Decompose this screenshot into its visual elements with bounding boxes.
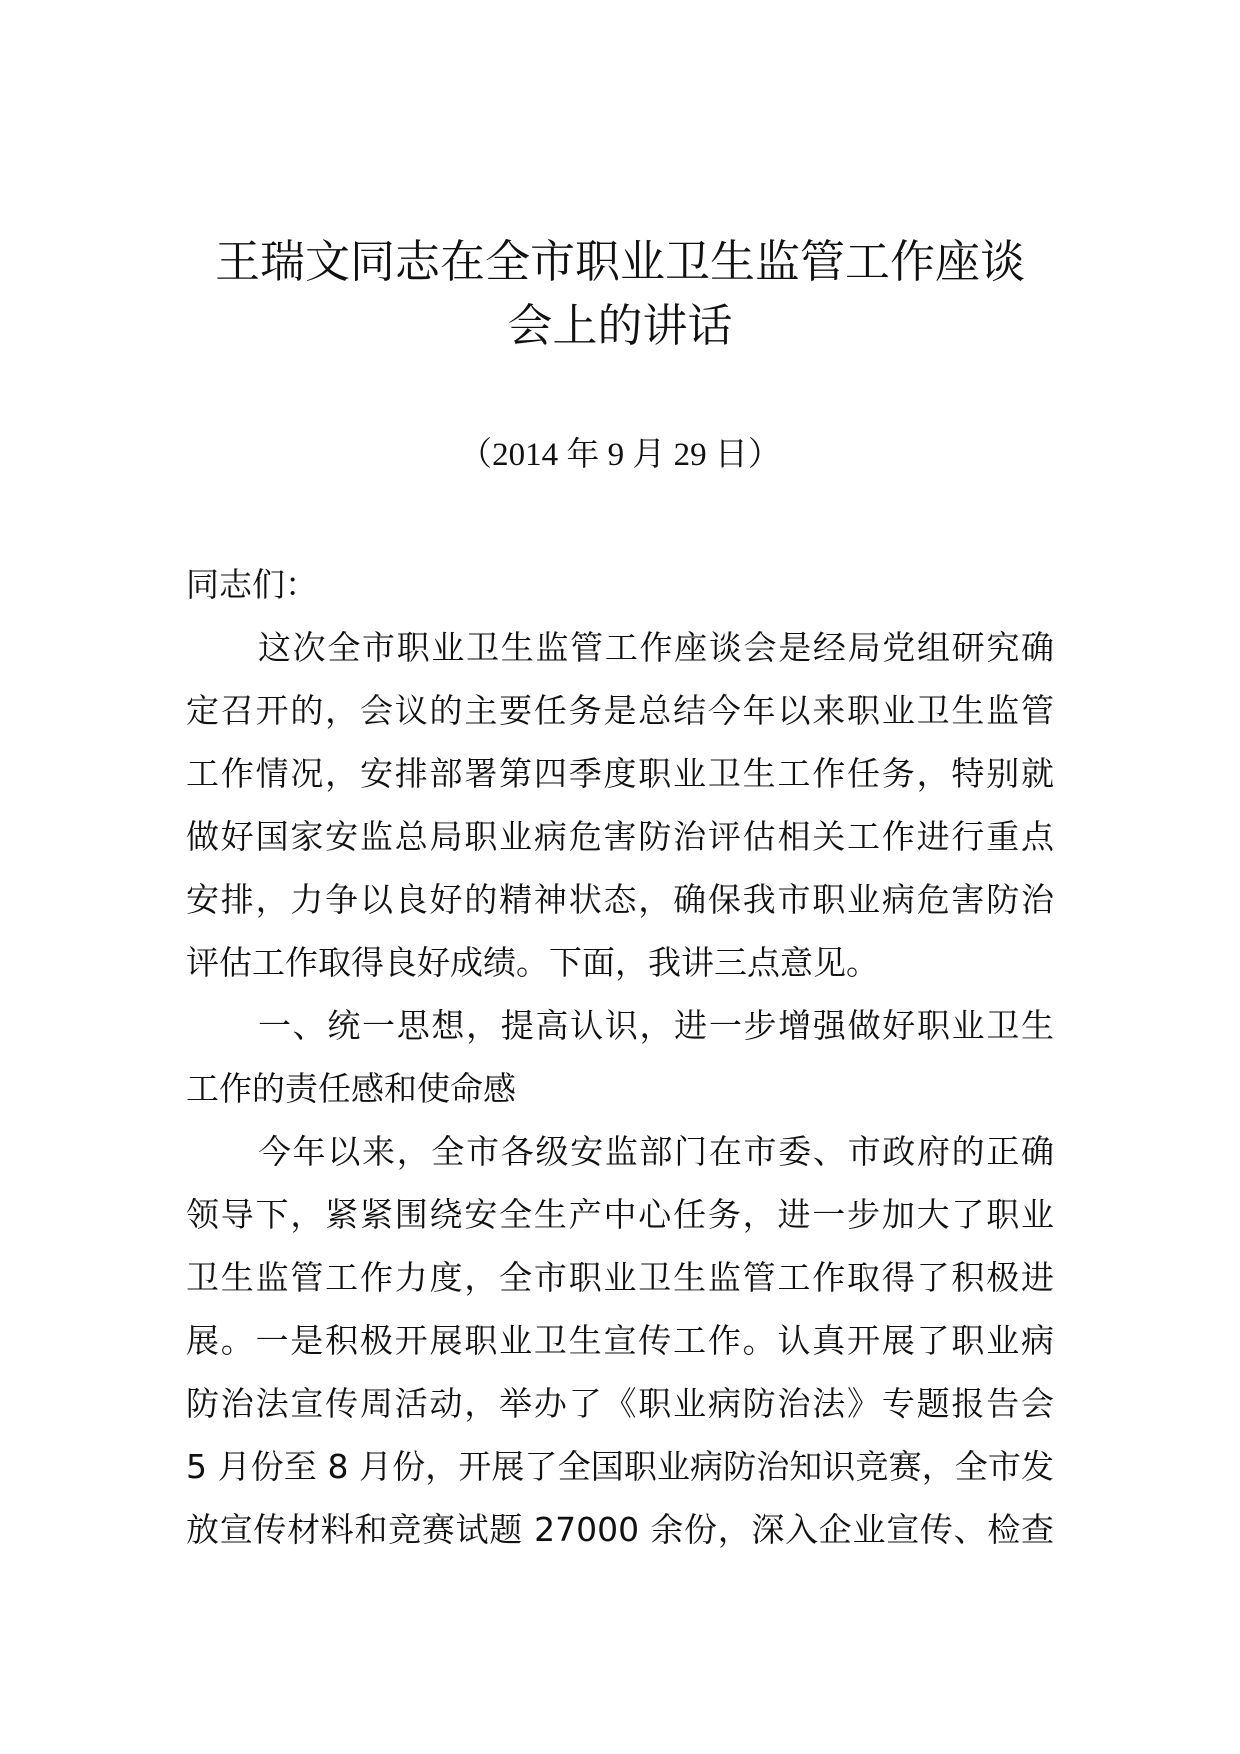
title-line-1: 王瑞文同志在全市职业卫生监管工作座谈 — [214, 235, 1025, 288]
body-line: 防治法宣传周活动，举办了《职业病防治法》专题报告会 — [186, 1384, 1054, 1423]
document-title — [150, 230, 1090, 358]
body-line: 评估工作取得良好成绩。下面，我讲三点意见。 — [186, 943, 879, 982]
body-line: 工作情况，安排部署第四季度职业卫生工作任务，特别就 — [186, 754, 1054, 793]
body-line: 安排，力争以良好的精神状态，确保我市职业病危害防治 — [186, 880, 1054, 919]
body-line: 今年以来，全市各级安监部门在市委、市政府的正确 — [258, 1132, 1054, 1171]
body-line: 领导下，紧紧围绕安全生产中心任务，进一步加大了职业 — [186, 1195, 1054, 1234]
title-line-2: 会上的讲话 — [507, 299, 733, 352]
section-heading-line: 一、统一思想，提高认识，进一步增强做好职业卫生 — [258, 1006, 1054, 1045]
salutation: 同志们： — [186, 565, 318, 604]
body-line: 展。一是积极开展职业卫生宣传工作。认真开展了职业病 — [186, 1321, 1054, 1360]
body-line: 卫生监管工作力度，全市职业卫生监管工作取得了积极进 — [186, 1258, 1054, 1297]
body-line: 这次全市职业卫生监管工作座谈会是经局党组研究确 — [258, 628, 1054, 667]
speech-date: （2014 年 9 月 29 日） — [459, 437, 781, 473]
section-heading-line: 工作的责任感和使命感 — [186, 1069, 516, 1108]
body-line: 放宣传材料和竞赛试题 27000 余份，深入企业宣传、检查 — [186, 1510, 1054, 1549]
body-line: 5 月份至 8 月份，开展了全国职业病防治知识竞赛，全市发 — [186, 1447, 1054, 1486]
body-line: 做好国家安监总局职业病危害防治评估相关工作进行重点 — [186, 817, 1054, 856]
body-line: 定召开的，会议的主要任务是总结今年以来职业卫生监管 — [186, 691, 1054, 730]
